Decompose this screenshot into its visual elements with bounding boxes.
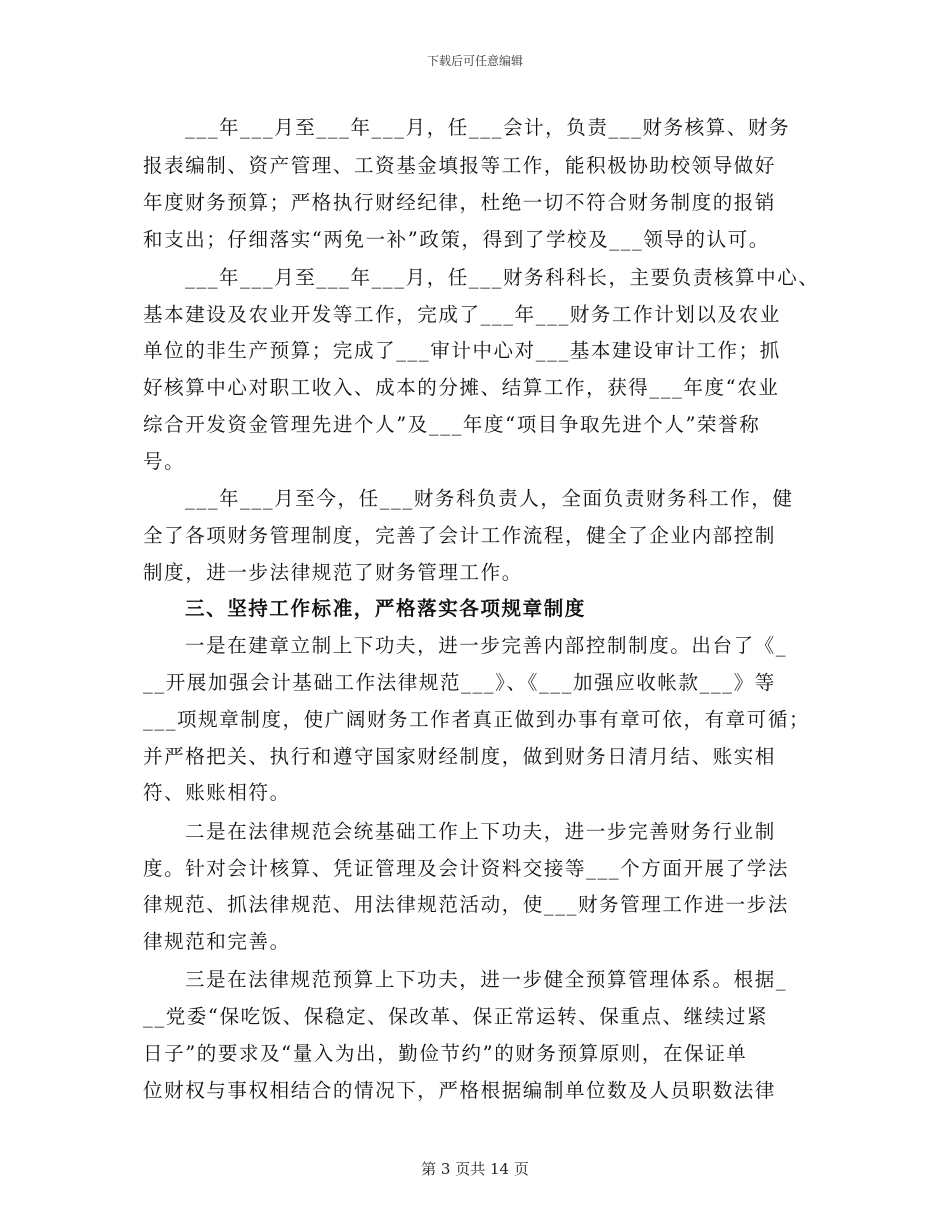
paragraph-line: 制度，进一步法律规范了财务管理工作。 (143, 561, 523, 584)
paragraph-line: 单位的非生产预算；完成了___审计中心对___基本建设审计工作；抓 (143, 339, 781, 362)
paragraph-line: 号。 (143, 450, 186, 473)
paragraph-line: __党委“保吃饭、保稳定、保改革、保正常运转、保重点、继续过紧 (143, 1005, 769, 1028)
paragraph-line: ___项规章制度，使广阔财务工作者真正做到办事有章可依，有章可循； (143, 708, 811, 731)
paragraph-line: 日子”的要求及“量入为出，勤俭节约”的财务预算原则，在保证单 (143, 1042, 748, 1065)
paragraph-line: 位财权与事权相结合的情况下，严格根据编制单位数及人员职数法律 (143, 1079, 777, 1102)
paragraph-line: 年度财务预算；严格执行财经纪律，杜绝一切不符合财务制度的报销 (143, 191, 777, 214)
paragraph-line: 好核算中心对职工收入、成本的分摊、结算工作，获得___年度“农业 (143, 376, 780, 399)
paragraph-line: ___年___月至今，任___财务科负责人，全面负责财务科工作，健 (185, 487, 794, 510)
paragraph-line: 一是在建章立制上下功夫，进一步完善内部控制制度。出台了《_ (185, 634, 788, 657)
paragraph-line: 符、账账相符。 (143, 781, 291, 804)
paragraph-line: 基本建设及农业开发等工作，完成了___年___财务工作计划以及农业 (143, 303, 781, 326)
paragraph-line: __开展加强会计基础工作法律规范___》、《___加强应收帐款___》等 (143, 671, 776, 694)
paragraph-line: 并严格把关、执行和遵守国家财经制度，做到财务日清月结、账实相 (143, 745, 777, 768)
paragraph-line: 报表编制、资产管理、工资基金填报等工作，能积极协助校领导做好 (143, 154, 777, 177)
paragraph-line: 度。针对会计核算、凭证管理及会计资料交接等___个方面开展了学法 (143, 857, 789, 880)
paragraph-line: ___年___月至___年___月，任___会计，负责___财务核算、财务 (185, 116, 791, 139)
paragraph-line: 三是在法律规范预算上下功夫，进一步健全预算管理体系。根据_ (185, 968, 788, 991)
paragraph-line: 二是在法律规范会统基础工作上下功夫，进一步完善财务行业制 (185, 820, 776, 843)
paragraph-line: 律规范、抓法律规范、用法律规范活动，使___财务管理工作进一步法 (143, 893, 789, 916)
paragraph-line: 综合开发资金管理先进个人”及___年度“项目争取先进个人”荣誉称 (143, 413, 761, 436)
paragraph-line: 全了各项财务管理制度，完善了会计工作流程，健全了企业内部控制 (143, 524, 777, 547)
page-footer: 第 3 页共 14 页 (421, 1160, 529, 1178)
paragraph-line: ___年___月至___年___月，任___财务科科长，主要负责核算中心、 (185, 266, 820, 289)
section-heading: 三、坚持工作标准，严格落实各项规章制度 (185, 597, 586, 620)
paragraph-line: 和支出；仔细落实“两免一补”政策，得到了学校及___领导的认可。 (143, 228, 770, 251)
page-header: 下载后可任意编辑 (426, 54, 523, 68)
paragraph-line: 律规范和完善。 (143, 930, 291, 953)
